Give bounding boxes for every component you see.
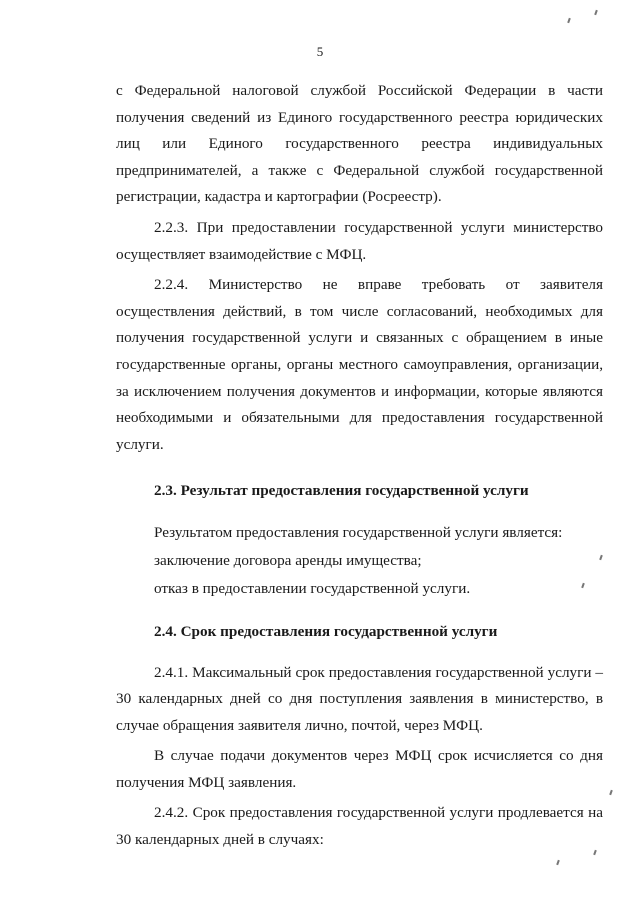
page-number: 5 bbox=[316, 44, 324, 59]
section-heading-2-3: 2.3. Результат предоставления государственной услуги bbox=[154, 482, 529, 500]
result-item-refusal: отказ в предоставлении государственной услуги. bbox=[154, 579, 471, 597]
result-intro-line: Результатом предоставления государственной услуги является: bbox=[154, 523, 563, 541]
paragraph-interaction-agencies: с Федеральной налоговой службой Российской Федерации в части получения сведений из Единого государственного реестра юридических лиц или Единого государственного реестра индивидуальных предпринимателей, а также с Федеральной службой государственной регистрации, кадастра и картографии (Росреестр). bbox=[116, 82, 603, 206]
document-body bbox=[116, 78, 603, 854]
section-heading-2-4: 2.4. Срок предоставления государственной услуги bbox=[154, 622, 498, 640]
paragraph-2-4-2: 2.4.2. Срок предоставления государственной услуги продлевается на 30 календарных дней в случаях: bbox=[116, 804, 603, 849]
scan-mark bbox=[556, 860, 560, 865]
result-item-lease: заключение договора аренды имущества; bbox=[154, 551, 422, 569]
paragraph-2-2-3: 2.2.3. При предоставлении государственной услуги министерство осуществляет взаимодействие с МФЦ. bbox=[116, 218, 603, 263]
paragraph-mfc-term: В случае подачи документов через МФЦ срок исчисляется со дня получения МФЦ заявления. bbox=[116, 747, 603, 791]
scan-mark bbox=[594, 10, 598, 15]
scan-mark bbox=[567, 18, 571, 23]
scan-mark bbox=[609, 790, 613, 795]
paragraph-2-4-1: 2.4.1. Максимальный срок предоставления государственной услуги – 30 календарных дней со дня поступления заявления в министерство, в случае обращения заявителя лично, почтой, через МФЦ. bbox=[116, 663, 603, 734]
paragraph-2-2-4: 2.2.4. Министерство не вправе требовать от заявителя осуществления действий, в том числе согласований, необходимых для получения государственной услуги и связанных с обращением в иные государственные органы, органы местного самоуправления, организации, за исключением получения документов и информации, которые являются необходимыми и обязательными для предоставления государственной услуги. bbox=[116, 276, 603, 453]
